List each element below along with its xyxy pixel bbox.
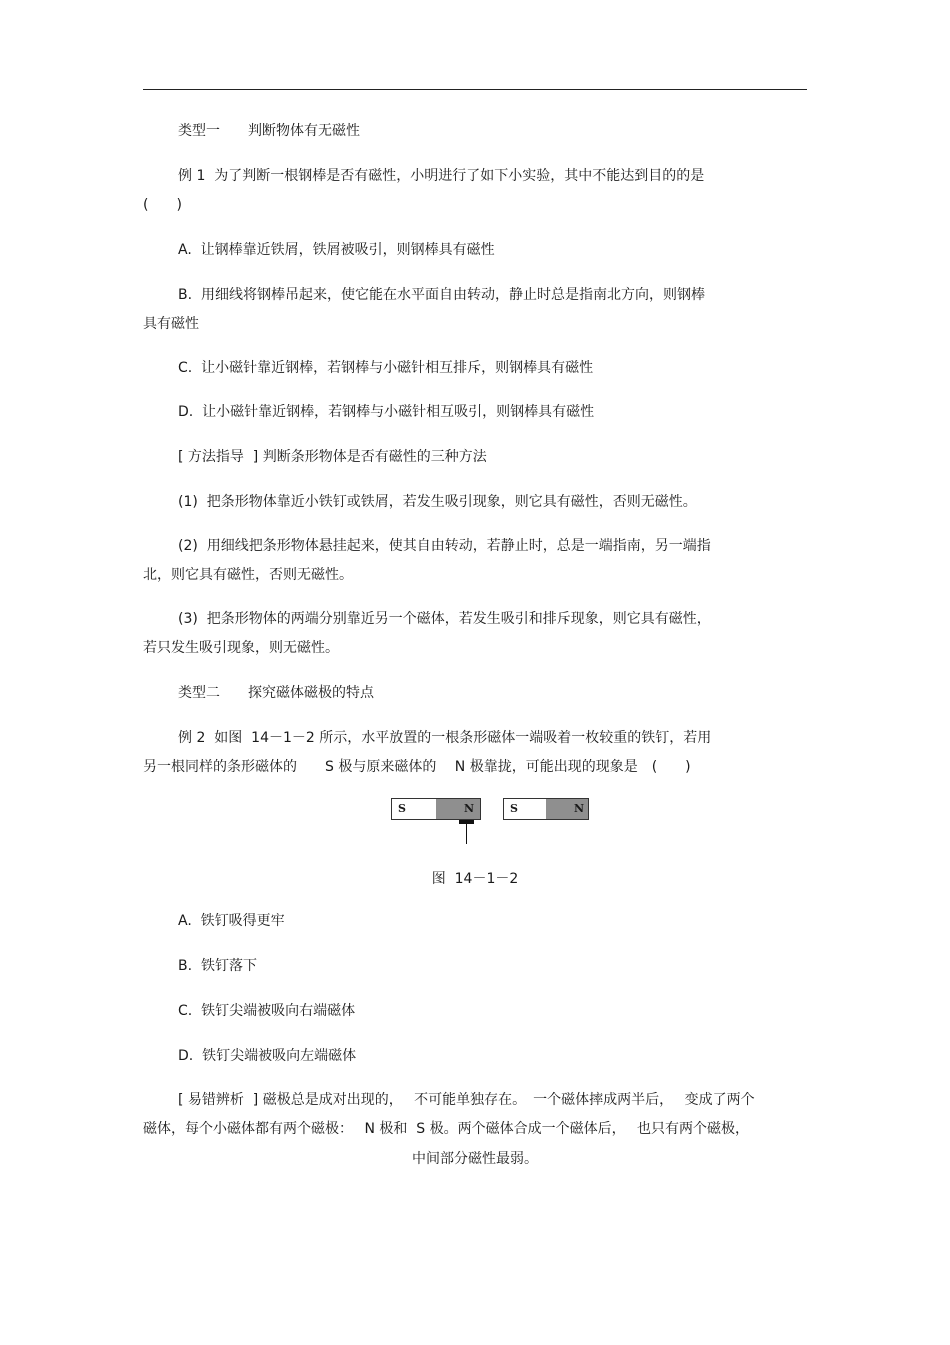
example-2-question-cont: 另一根同样的条形磁体的 S 极与原来磁体的 N 极靠拢，可能出现的现象是 ( ) bbox=[143, 759, 691, 775]
section-heading-type-2: 类型二 探究磁体磁极的特点 bbox=[178, 685, 374, 701]
right-bar-magnet bbox=[503, 798, 589, 820]
method-2: (2) 用细线把条形物体悬挂起来，使其自由转动，若静止时，总是一端指南，另一端指 bbox=[178, 538, 711, 554]
method-2-cont: 北，则它具有磁性，否则无磁性。 bbox=[143, 567, 353, 583]
example-2-option-d: D. 铁钉尖端被吸向左端磁体 bbox=[178, 1048, 357, 1064]
method-1: (1) 把条形物体靠近小铁钉或铁屑，若发生吸引现象，则它具有磁性，否则无磁性。 bbox=[178, 494, 697, 510]
example-1-answer-blank: ( ) bbox=[143, 197, 182, 213]
left-magnet-s-pole: S bbox=[392, 799, 436, 819]
right-magnet-n-pole: N bbox=[546, 799, 588, 819]
method-guide-heading: [ 方法指导 ] 判断条形物体是否有磁性的三种方法 bbox=[178, 449, 487, 465]
method-3: (3) 把条形物体的两端分别靠近另一个磁体，若发生吸引和排斥现象，则它具有磁性， bbox=[178, 611, 711, 627]
example-2-option-c: C. 铁钉尖端被吸向右端磁体 bbox=[178, 1003, 356, 1019]
left-magnet-n-pole: N bbox=[436, 799, 480, 819]
iron-nail-shaft bbox=[466, 824, 467, 844]
example-1-option-c: C. 让小磁针靠近钢棒，若钢棒与小磁针相互排斥，则钢棒具有磁性 bbox=[178, 360, 594, 376]
example-1-option-b-cont: 具有磁性 bbox=[143, 316, 199, 332]
right-magnet-s-pole: S bbox=[504, 799, 546, 819]
section-heading-type-1: 类型一 判断物体有无磁性 bbox=[178, 123, 360, 139]
example-2-question: 例 2 如图 14－1－2 所示，水平放置的一根条形磁体一端吸着一枚较重的铁钉，若用 bbox=[178, 730, 712, 746]
example-2-option-a: A. 铁钉吸得更牢 bbox=[178, 913, 285, 929]
header-rule bbox=[143, 89, 807, 90]
example-1-option-d: D. 让小磁针靠近钢棒，若钢棒与小磁针相互吸引，则钢棒具有磁性 bbox=[178, 404, 595, 420]
example-1-question: 例 1 为了判断一根钢棒是否有磁性，小明进行了如下小实验，其中不能达到目的的是 bbox=[178, 168, 705, 184]
method-3-cont: 若只发生吸引现象，则无磁性。 bbox=[143, 640, 339, 656]
left-bar-magnet bbox=[391, 798, 481, 820]
error-analysis: [ 易错辨析 ] 磁极总是成对出现的， 不可能单独存在。 一个磁体摔成两半后， 变成了两个 bbox=[178, 1092, 755, 1108]
error-analysis-end: 中间部分磁性最弱。 bbox=[412, 1151, 538, 1167]
example-1-option-a: A. 让钢棒靠近铁屑，铁屑被吸引，则钢棒具有磁性 bbox=[178, 242, 495, 258]
error-analysis-cont: 磁体，每个小磁体都有两个磁极： N 极和 S 极。两个磁体合成一个磁体后， 也只有两个磁极， bbox=[143, 1121, 750, 1137]
example-1-option-b: B. 用细线将钢棒吊起来，使它能在水平面自由转动，静止时总是指南北方向，则钢棒 bbox=[178, 287, 705, 303]
figure-caption: 图 14－1－2 bbox=[431, 871, 519, 887]
example-2-option-b: B. 铁钉落下 bbox=[178, 958, 257, 974]
